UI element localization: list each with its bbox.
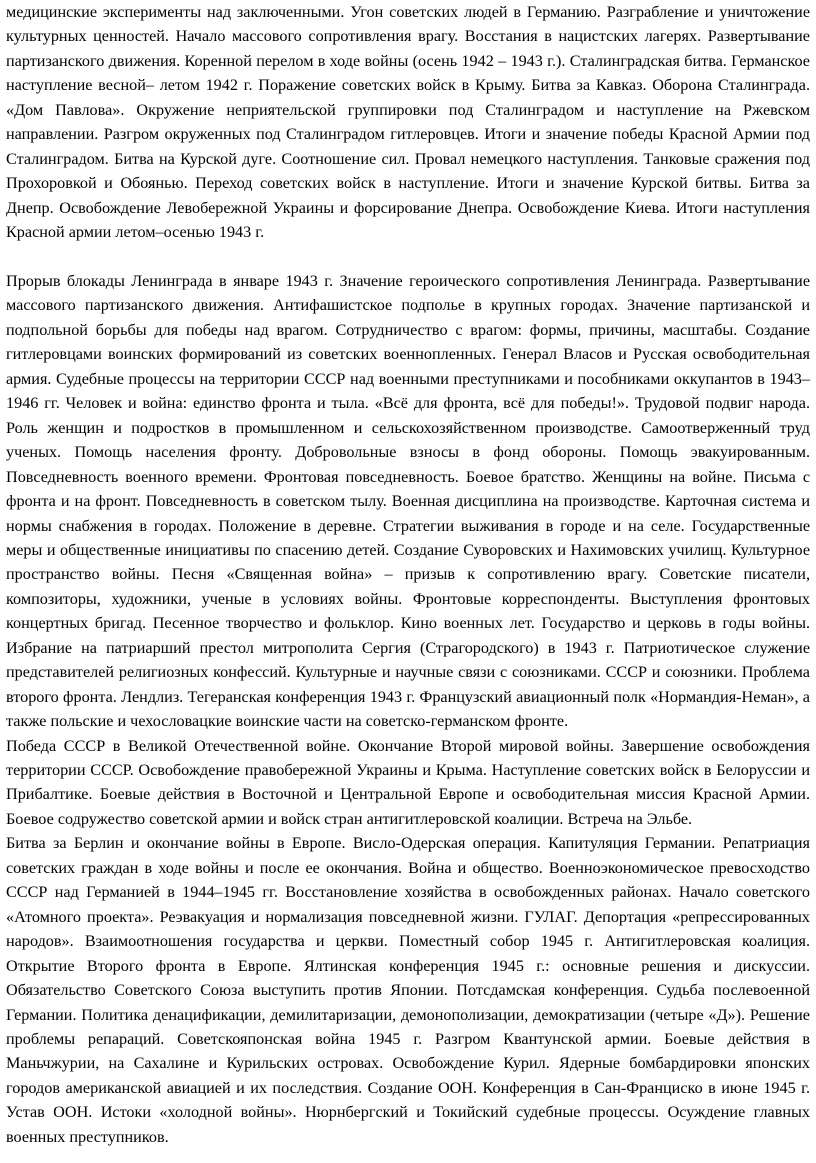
paragraph-1: медицинские эксперименты над заключенными. Угон советских людей в Германию. Разграбление и уничтожение культурных ценностей. Начало массового сопротивления врагу. Восстания в нацистских лагерях. Развертывание партизанского движения. Коренной перелом в ходе войны (осень 1942 – 1943 г.). Сталинградская битва. Германское наступление весной– летом 1942 г. Поражение советских войск в Крыму. Битва за Кавказ. Оборона Сталинграда. «Дом Павлова». Окружение неприятельской группировки под Сталинградом и наступление на Ржевском направлении. Разгром окруженных под Сталинградом гитлеровцев. Итоги и значение победы Красной Армии под Сталинградом. Битва на Курской дуге. Соотношение сил. Провал немецкого наступления. Танковые сражения под Прохоровкой и Обоянью. Переход советских войск в наступление. Итоги и значение Курской битвы. Битва за Днепр. Освобождение Левобережной Украины и форсирование Днепра. Освобождение Киева. Итоги наступления Красной армии летом–осенью 1943 г. [6,3,810,242]
paragraph-4: Битва за Берлин и окончание войны в Европе. Висло-Одерская операция. Капитуляция Германии. Репатриация советских граждан в ходе войны и после ее окончания. Война и общество. Военноэкономическое превосходство СССР над Германией в 1944–1945 гг. Восстановление хозяйства в освобожденных районах. Начало советского «Атомного проекта». Реэвакуация и нормализация повседневной жизни. ГУЛАГ. Депортация «репрессированных народов». Взаимоотношения государства и церкви. Поместный собор 1945 г. Антигитлеровская коалиция. Открытие Второго фронта в Европе. Ялтинская конференция 1945 г.: основные решения и дискуссии. Обязательство Советского Союза выступить против Японии. Потсдамская конференция. Судьба послевоенной Германии. Политика денацификации, демилитаризации, демонополизации, демократизации (четыре «Д»). Решение проблемы репараций. Советскояпонская война 1945 г. Разгром Квантунской армии. Боевые действия в Маньчжурии, на Сахалине и Курильских островах. Освобождение Курил. Ядерные бомбардировки японских городов американской авиацией и их последствия. Создание ООН. Конференция в Сан-Франциско в июне 1945 г. Устав ООН. Истоки «холодной войны». Нюрнбергский и Токийский судебные процессы. Осуждение главных военных преступников. [6,834,810,1146]
paragraph-gap [6,245,810,269]
paragraph-2: Прорыв блокады Ленинграда в январе 1943 г. Значение героического сопротивления Ленинграда. Развертывание массового партизанского движения. Антифашистское подполье в крупных городах. Значение партизанской и подпольной борьбы для победы над врагом. Сотрудничество с врагом: формы, причины, масштабы. Создание гитлеровцами воинских формирований из советских военнопленных. Генерал Власов и Русская освободительная армия. Судебные процессы на территории СССР над военными преступниками и пособниками оккупантов в 1943–1946 гг. Человек и война: единство фронта и тыла. «Всё для фронта, всё для победы!». Трудовой подвиг народа. Роль женщин и подростков в промышленном и сельскохозяйственном производстве. Самоотверженный труд ученых. Помощь населения фронту. Добровольные взносы в фонд обороны. Помощь эвакуированным. Повседневность военного времени. Фронтовая повседневность. Боевое братство. Женщины на войне. Письма с фронта и на фронт. Повседневность в советском тылу. Военная дисциплина на производстве. Карточная система и нормы снабжения в городах. Положение в деревне. Стратегии выживания в городе и на селе. Государственные меры и общественные инициативы по спасению детей. Создание Суворовских и Нахимовских училищ. Культурное пространство войны. Песня «Священная война» – призыв к сопротивлению врагу. Советские писатели, композиторы, художники, ученые в условиях войны. Фронтовые корреспонденты. Выступления фронтовых концертных бригад. Песенное творчество и фольклор. Кино военных лет. Государство и церковь в годы войны. Избрание на патриарший престол митрополита Сергия (Страгородского) в 1943 г. Патриотическое служение представителей религиозных конфессий. Культурные и научные связи с союзниками. СССР и союзники. Проблема второго фронта. Лендлиз. Тегеранская конференция 1943 г. Французский авиационный полк «Нормандия-Неман», а также польские и чехословацкие воинские части на советско-германском фронте. [6,271,810,731]
paragraph-3: Победа СССР в Великой Отечественной войне. Окончание Второй мировой войны. Завершение освобождения территории СССР. Освобождение правобережной Украины и Крыма. Наступление советских войск в Белоруссии и Прибалтике. Боевые действия в Восточной и Центральной Европе и освободительная миссия Красной Армии. Боевое содружество советской армии и войск стран антигитлеровской коалиции. Встреча на Эльбе. [6,736,810,828]
